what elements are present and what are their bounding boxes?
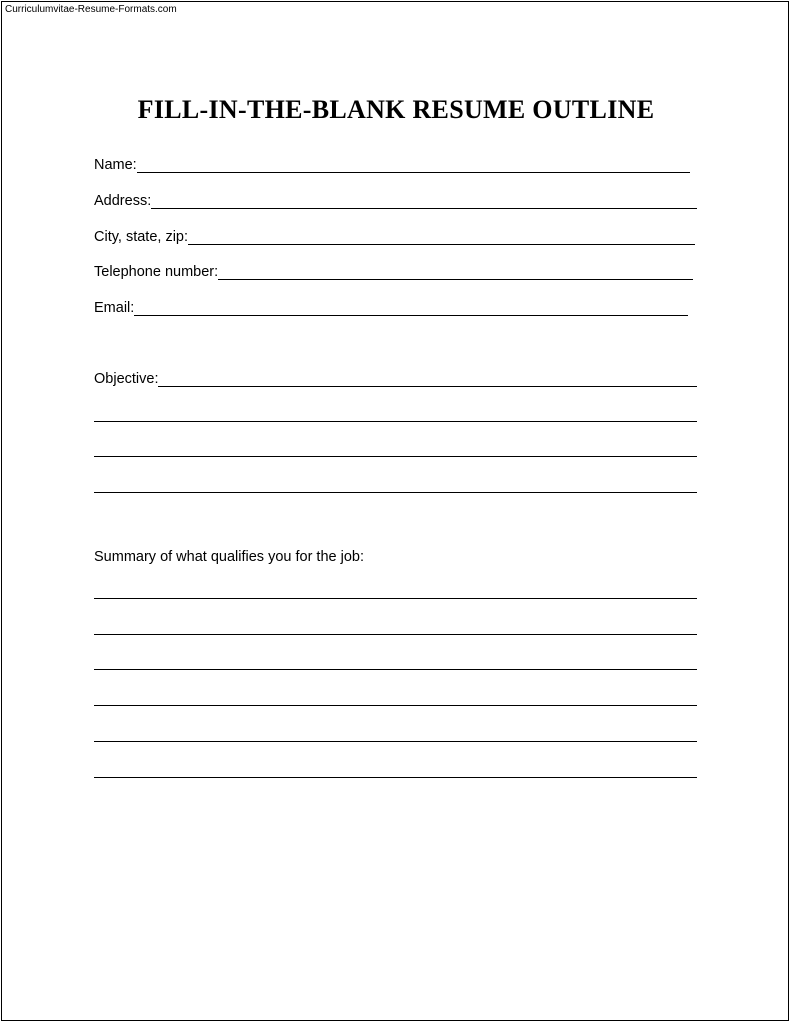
- city-state-zip-blank-line[interactable]: [188, 244, 695, 245]
- email-field[interactable]: [94, 296, 688, 318]
- objective-blank-line[interactable]: [158, 386, 697, 387]
- objective-line-2[interactable]: [94, 421, 697, 422]
- city-state-zip-field[interactable]: [94, 225, 695, 247]
- telephone-label: Telephone number:: [94, 264, 219, 280]
- summary-line-3[interactable]: [94, 669, 697, 670]
- objective-field[interactable]: [94, 367, 697, 389]
- city-state-zip-label: City, state, zip:: [94, 229, 189, 245]
- summary-line-2[interactable]: [94, 634, 697, 635]
- summary-line-1[interactable]: [94, 598, 697, 599]
- address-label: Address:: [94, 193, 152, 209]
- objective-line-4[interactable]: [94, 492, 697, 493]
- objective-label: Objective:: [94, 371, 159, 387]
- name-field[interactable]: [94, 153, 690, 175]
- document-title: FILL-IN-THE-BLANK RESUME OUTLINE: [137, 95, 655, 124]
- summary-line-4[interactable]: [94, 705, 697, 706]
- email-label: Email:: [94, 300, 135, 316]
- telephone-field[interactable]: [94, 260, 693, 282]
- address-blank-line[interactable]: [151, 208, 697, 209]
- telephone-blank-line[interactable]: [218, 279, 693, 280]
- name-label: Name:: [94, 157, 137, 173]
- objective-line-3[interactable]: [94, 456, 697, 457]
- watermark-text: Curriculumvitae-Resume-Formats.com: [5, 4, 177, 15]
- name-blank-line[interactable]: [137, 172, 690, 173]
- summary-line-6[interactable]: [94, 777, 697, 778]
- summary-heading: Summary of what qualifies you for the job:: [94, 549, 364, 565]
- summary-line-5[interactable]: [94, 741, 697, 742]
- email-blank-line[interactable]: [134, 315, 688, 316]
- address-field[interactable]: [94, 189, 697, 211]
